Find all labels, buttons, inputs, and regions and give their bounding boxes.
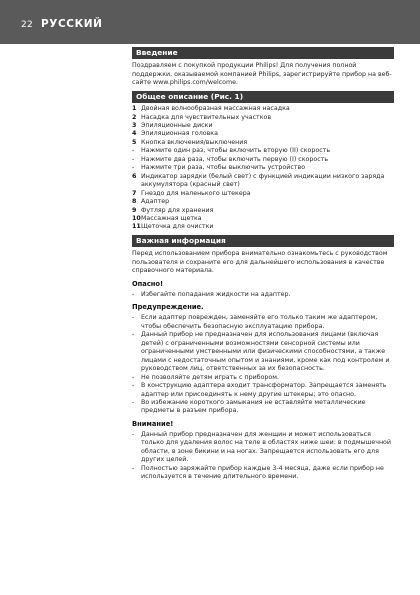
- bullet-marker: -: [132, 155, 135, 163]
- item-text: Нажмите два раза, чтобы включить первую (I) скорость: [141, 155, 329, 163]
- caution-heading: Внимание!: [132, 419, 174, 428]
- bullet-marker: -: [132, 373, 135, 381]
- item-text: Эпиляционные диски: [141, 122, 213, 130]
- bullet-item: [132, 374, 394, 382]
- bullet-text: Данный прибор не предназначен для использования лицами (включая детей) с ограниченными возможностями сенсорной системы или ограниченными умственными или физическими способностями, а также лицами с недостаточным опытом и знаниями, кроме как под контролем и руководством лиц, ответственных за их безопасность.: [141, 331, 390, 373]
- item-text: Двойная волнообразная массажная насадка: [141, 105, 290, 113]
- bullet-marker: -: [132, 314, 135, 322]
- overview-item: [132, 215, 394, 223]
- bullet-marker: -: [132, 331, 135, 339]
- danger-heading: Опасно!: [132, 280, 164, 289]
- item-number: 11: [132, 223, 141, 231]
- item-number: 10: [132, 215, 141, 222]
- overview-item: [132, 130, 394, 138]
- overview-item: [132, 105, 394, 113]
- item-text: Массажная щетка: [141, 215, 202, 222]
- page-header: [0, 0, 420, 44]
- warning-heading: Предупреждение.: [132, 303, 204, 312]
- item-number: 8: [132, 198, 137, 206]
- item-number: 5: [132, 138, 137, 146]
- bullet-text: Если адаптер поврежден, заменяйте его только таким же адаптером, чтобы обеспечить безопасную эксплуатацию прибора.: [141, 314, 378, 330]
- intro-paragraph: Поздравляем с покупкой продукции Philips! Для получения полной поддержки, оказываемой компанией Philips, зарегистрируйте прибор на веб-сайте www.philips.com/welcome.: [132, 62, 392, 87]
- item-text: Нажмите три раза, чтобы выключить устройство: [141, 164, 306, 172]
- bullet-marker: -: [132, 382, 135, 390]
- language-title: РУССКИЙ: [41, 18, 103, 30]
- item-text: Эпиляционная головка: [141, 130, 218, 138]
- bullet-marker: -: [132, 164, 135, 172]
- overview-list: [132, 105, 394, 232]
- item-number: 2: [132, 113, 137, 121]
- overview-item: [132, 223, 394, 231]
- overview-item: [132, 122, 394, 130]
- overview-item: [132, 207, 394, 215]
- overview-item: [132, 198, 394, 206]
- bullet-text: Во избежание короткого замыкания не вставляйте металлические предметы в разъем прибора.: [141, 399, 366, 415]
- important-paragraph: Перед использованием прибора внимательно ознакомьтесь с руководством пользователя и сохраните его для дальнейшего использования в качестве справочного материала.: [132, 249, 388, 275]
- content-column: [132, 44, 394, 482]
- item-number: 4: [132, 130, 137, 138]
- item-text: Футляр для хранения: [141, 206, 214, 214]
- overview-item: [132, 164, 394, 172]
- item-text: Кнопка включения/выключения: [141, 138, 248, 146]
- bullet-item: [132, 465, 394, 482]
- bullet-marker: -: [132, 147, 135, 155]
- warning-list: [132, 314, 394, 415]
- overview-item: [132, 156, 394, 164]
- section-title-overview: Общее описание (Рис. 1): [132, 91, 394, 103]
- bullet-text: Полностью заряжайте прибор каждые 3-4 месяца, даже если прибор не используется в течение длительного времени.: [141, 464, 384, 481]
- overview-item: [132, 173, 394, 190]
- bullet-text: Избегайте попадания жидкости на адаптер.: [141, 291, 291, 299]
- bullet-marker: -: [132, 464, 135, 472]
- item-number: 6: [132, 172, 137, 180]
- item-text: Нажмите один раз, чтобы включить вторую (II) скорость: [141, 147, 331, 155]
- bullet-item: [132, 314, 394, 331]
- item-text: Адаптер: [141, 198, 170, 206]
- bullet-item: [132, 382, 394, 399]
- overview-item: [132, 114, 394, 122]
- item-number: 9: [132, 206, 137, 214]
- item-text: Гнездо для маленького штекера: [141, 189, 251, 197]
- item-number: 3: [132, 122, 137, 130]
- page-number: 22: [21, 20, 34, 30]
- section-title-important: Важная информация: [132, 235, 394, 247]
- bullet-item: [132, 399, 394, 416]
- bullet-item: [132, 331, 394, 373]
- item-number: 1: [132, 105, 137, 113]
- section-title-intro: Введение: [132, 47, 394, 59]
- overview-item: [132, 147, 394, 155]
- overview-item: [132, 190, 394, 198]
- item-text: Индикатор зарядки (белый свет) с функцией индикации низкого заряда аккумулятора (красный свет): [141, 172, 385, 189]
- item-text: Насадка для чувствительных участков: [141, 113, 272, 121]
- bullet-item: [132, 291, 394, 299]
- bullet-marker: -: [132, 399, 135, 406]
- danger-list: [132, 291, 394, 299]
- bullet-marker: -: [132, 430, 135, 438]
- caution-list: [132, 431, 394, 482]
- bullet-text: Не позволяйте детям играть с прибором.: [141, 373, 280, 381]
- item-text: Щеточка для очистки: [141, 223, 214, 231]
- bullet-text: В конструкцию адаптера входит трансформатор. Запрещается заменять адаптер или присоединять к нему другие штекеры; это опасно.: [141, 382, 387, 398]
- bullet-item: [132, 431, 394, 465]
- bullet-marker: -: [132, 291, 135, 299]
- bullet-text: Данный прибор предназначен для женщин и может использоваться только для удаления волос на теле в областях ниже шеи: в подмышечной области, в зоне бикини и на ногах. Запрещается использовать его для других целей.: [141, 430, 392, 464]
- item-number: 7: [132, 189, 137, 197]
